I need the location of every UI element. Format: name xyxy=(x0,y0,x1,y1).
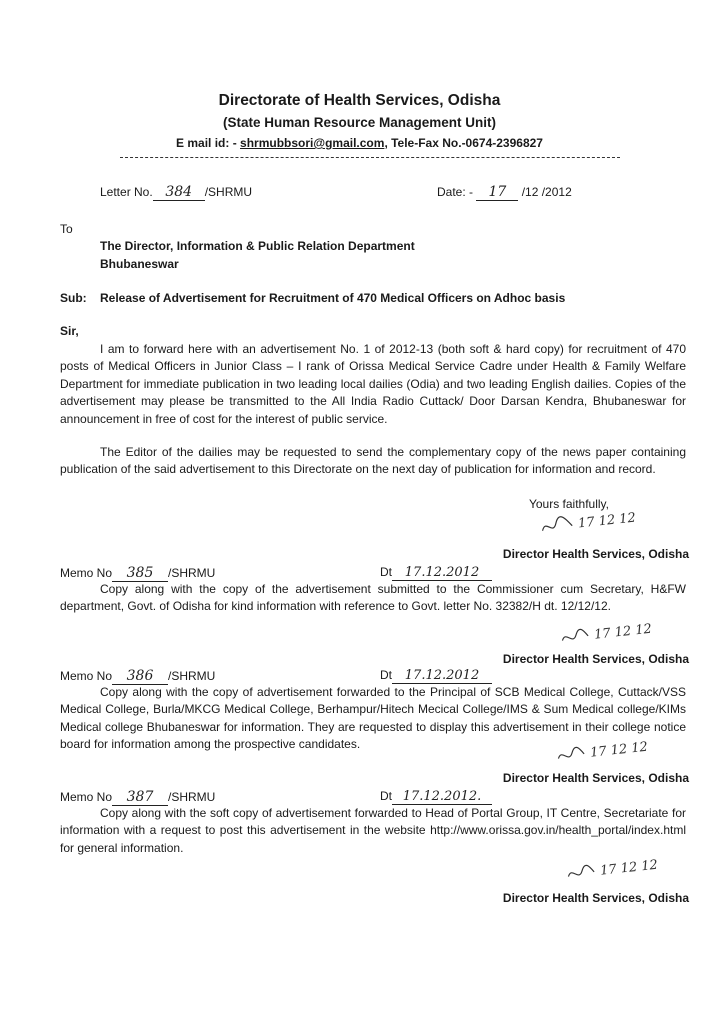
memo-1-date-line xyxy=(380,565,492,581)
memo-dt-label: Dt xyxy=(380,565,392,579)
memo-date: 17.12.2012 xyxy=(392,565,492,581)
memo-3-signature xyxy=(565,855,659,885)
memo-dt-label: Dt xyxy=(380,668,392,682)
memo-3-signatory: Director Health Services, Odisha xyxy=(502,891,689,905)
date-day: 17 xyxy=(476,184,518,201)
memo-1-signature xyxy=(559,619,653,649)
memo-2-body: Copy along with the copy of advertisement forwarded to the Principal of SCB Medical College, Cuttack/VSS Medical College, Burla/MKCG Medical College, Berhampur/Hitech Mecical College/IMS & Sum Medical college/KIMs Medical college Bhubaneswar for information. They are requested to display this advertisement in their college notice board for information among the prospective candidates. xyxy=(60,685,686,752)
page-subtitle: (State Human Resource Management Unit) xyxy=(222,115,497,130)
recipient-line-2: Bhubaneswar xyxy=(100,257,179,271)
subject-label: Sub: xyxy=(60,291,87,305)
body-paragraph-2-text: The Editor of the dailies may be requested to send the complementary copy of the news paper containing publication of the said advertisement to this Directorate on the next day of publication for information and record. xyxy=(60,445,686,477)
memo-3-body: Copy along with the soft copy of advertisement forwarded to Head of Portal Group, IT Centre, Secretariate for information with a request to post this advertisement in the website http://www.orissa.gov.in/health_portal/index.html for general information. xyxy=(60,806,686,855)
subject-text: Release of Advertisement for Recruitment of 470 Medical Officers on Adhoc basis xyxy=(100,291,566,305)
letter-number-suffix: /SHRMU xyxy=(204,185,253,199)
memo-3-signature-date: 17 12 12 xyxy=(599,857,659,879)
telefax: , Tele-Fax No.-0674-2396827 xyxy=(384,136,543,150)
memo-label: Memo No xyxy=(60,669,113,683)
date-label: Date: - xyxy=(437,185,474,199)
memo-date: 17.12.2012. xyxy=(392,789,492,805)
memo-number: 385 xyxy=(112,565,168,582)
memo-number: 387 xyxy=(112,789,168,806)
header-divider xyxy=(120,157,620,158)
memo-1-signatory: Director Health Services, Odisha xyxy=(502,652,689,666)
memo-label: Memo No xyxy=(60,566,113,580)
signature xyxy=(539,507,637,539)
memo-2-signature-date: 17 12 12 xyxy=(589,739,649,761)
to-label: To xyxy=(60,222,73,236)
memo-1-signature-date: 17 12 12 xyxy=(593,621,653,643)
memo-date: 17.12.2012 xyxy=(392,668,492,684)
date-rest: /12 /2012 xyxy=(521,185,572,199)
memo-2-signatory: Director Health Services, Odisha xyxy=(502,771,689,785)
email-prefix: E mail id: - xyxy=(176,136,241,150)
letter-number-line xyxy=(100,184,252,201)
date-line xyxy=(437,184,572,201)
page-title: Directorate of Health Services, Odisha xyxy=(218,92,501,109)
memo-1-number-line xyxy=(60,565,215,582)
memo-2-date-line xyxy=(380,668,492,684)
body-paragraph-1-text: I am to forward here with an advertisement No. 1 of 2012-13 (both soft & hard copy) for recruitment of 470 posts of Medical Officers in Junior Class – I rank of Orissa Medical Service Cadre under Health & Family Welfare Department for immediate publication in two leading local dailies (Odia) and two leading English dailies. Copies of the advertisement may please be transmitted to the All India Radio Cuttack/ Door Darsan Kendra, Bhubaneswar for announcement in free of cost for the interest of public service. xyxy=(60,342,686,426)
memo-2-number-line xyxy=(60,668,215,685)
memo-1-body: Copy along with the copy of the advertisement submitted to the Commissioner cum Secretary, H&FW department, Govt. of Odisha for kind information with reference to Govt. letter No. 32382/H dt. 12/12/12. xyxy=(60,582,686,614)
memo-dt-label: Dt xyxy=(380,789,392,803)
signature-date: 17 12 12 xyxy=(577,510,637,532)
recipient-line-1: The Director, Information & Public Relation Department xyxy=(100,239,415,253)
contact-line xyxy=(0,136,719,150)
memo-number: 386 xyxy=(112,668,168,685)
memo-3-date-line xyxy=(380,789,492,805)
memo-1-text xyxy=(60,581,686,616)
signature-scribble-icon xyxy=(555,744,587,767)
memo-suffix: /SHRMU xyxy=(168,790,216,804)
closing: Yours faithfully, xyxy=(528,497,609,511)
signature-scribble-icon xyxy=(559,626,591,649)
memo-suffix: /SHRMU xyxy=(168,566,216,580)
email-link[interactable]: shrmubbsori@gmail.com xyxy=(240,136,385,150)
memo-suffix: /SHRMU xyxy=(168,669,216,683)
salutation: Sir, xyxy=(60,324,79,338)
signature-scribble-icon xyxy=(565,862,597,885)
body-paragraph-1 xyxy=(60,341,686,428)
letter-number-label: Letter No. xyxy=(100,185,153,199)
signature-scribble-icon xyxy=(539,514,575,539)
memo-3-text xyxy=(60,805,686,857)
signatory: Director Health Services, Odisha xyxy=(502,547,689,561)
memo-label: Memo No xyxy=(60,790,113,804)
letter-number: 384 xyxy=(153,184,205,201)
body-paragraph-2 xyxy=(60,444,686,479)
memo-3-number-line xyxy=(60,789,215,806)
